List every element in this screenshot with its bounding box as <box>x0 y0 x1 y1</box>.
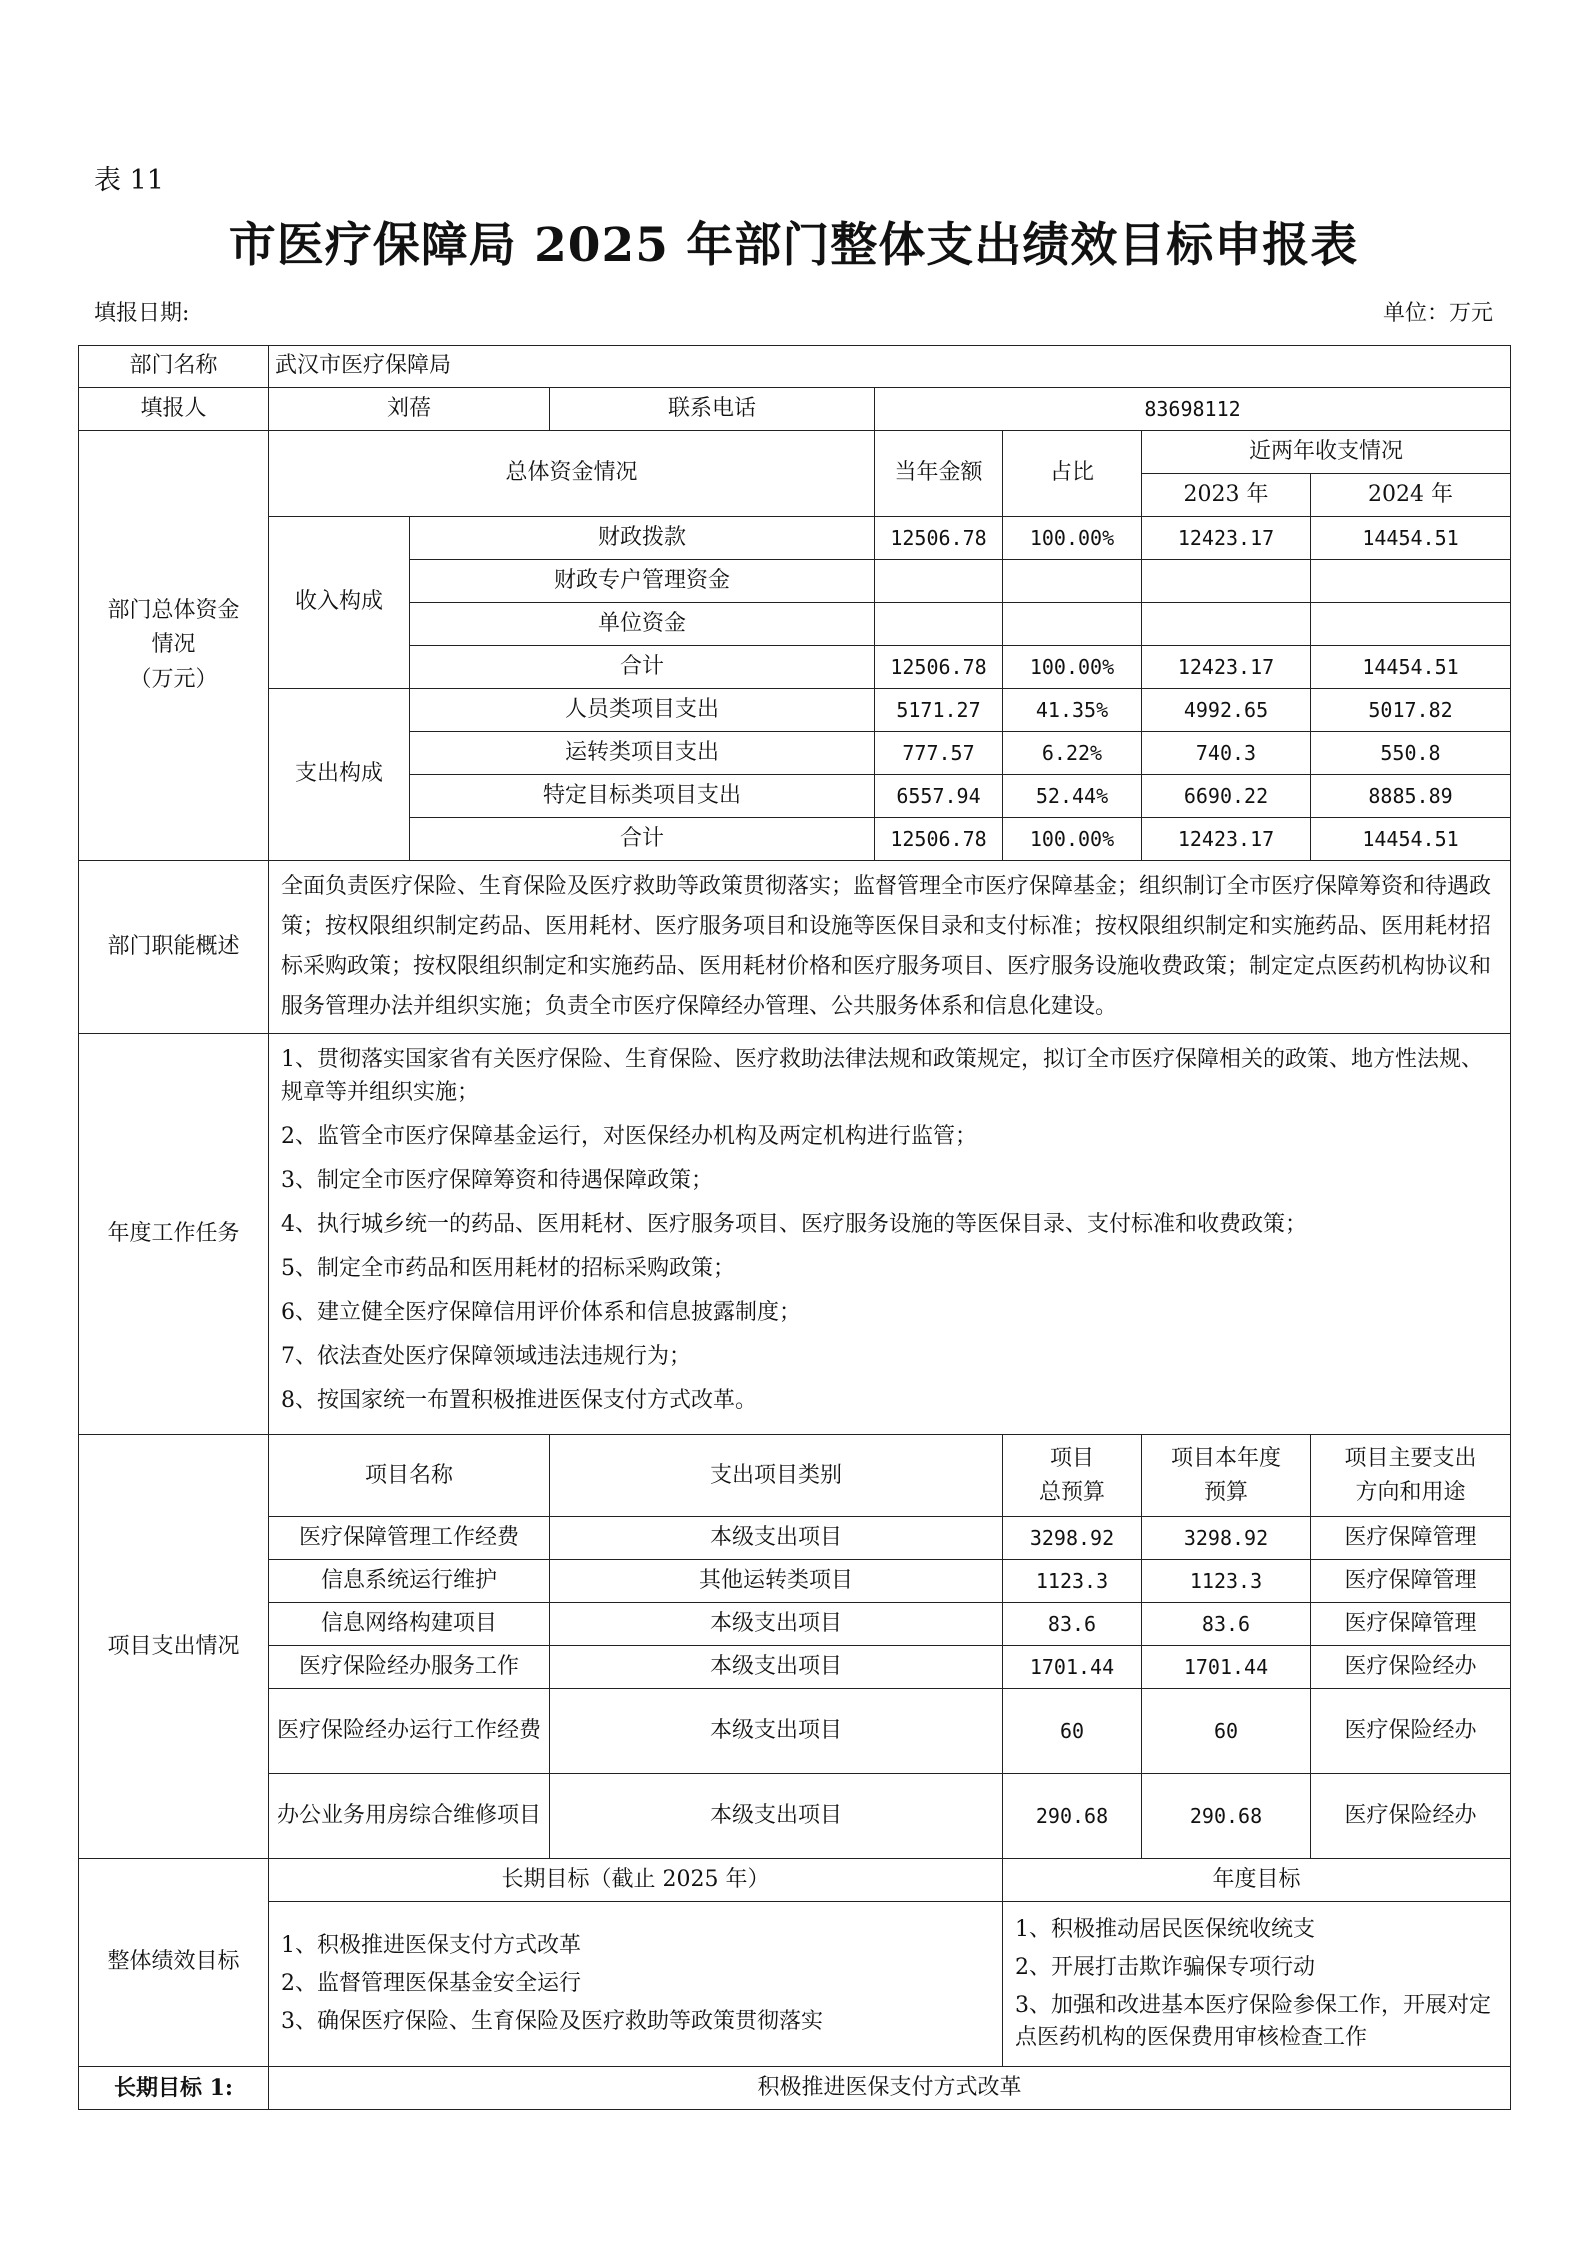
table-row <box>79 517 1511 560</box>
expense-row-2024: 550.8 <box>1311 732 1511 775</box>
project-purpose-header: 项目主要支出 方向和用途 <box>1311 1435 1511 1517</box>
project-purpose: 医疗保障管理 <box>1311 1517 1511 1560</box>
income-row-ratio <box>1003 560 1142 603</box>
year-2023-header: 2023 年 <box>1142 474 1311 517</box>
expense-row-amount: 777.57 <box>875 732 1003 775</box>
expense-row-amount: 5171.27 <box>875 689 1003 732</box>
long-goal-header: 长期目标（截止 2025 年） <box>269 1859 1003 1902</box>
income-row-name: 财政拨款 <box>410 517 875 560</box>
filler-value: 刘蓓 <box>269 388 550 431</box>
dept-name-value: 武汉市医疗保障局 <box>269 346 1511 388</box>
project-total: 3298.92 <box>1003 1517 1142 1560</box>
project-purpose: 医疗保险经办 <box>1311 1689 1511 1774</box>
table-row <box>79 1646 1511 1689</box>
project-category: 本级支出项目 <box>550 1646 1003 1689</box>
project-category: 其他运转类项目 <box>550 1560 1003 1603</box>
list-item: 3、确保医疗保险、生育保险及医疗救助等政策贯彻落实 <box>281 2008 823 2034</box>
income-row-ratio <box>1003 603 1142 646</box>
project-purpose: 医疗保障管理 <box>1311 1560 1511 1603</box>
expense-row-ratio: 52.44% <box>1003 775 1142 818</box>
project-category-header: 支出项目类别 <box>550 1435 1003 1517</box>
list-item: 6、建立健全医疗保障信用评价体系和信息披露制度； <box>281 1300 801 1326</box>
expense-row-ratio: 41.35% <box>1003 689 1142 732</box>
project-annual: 60 <box>1142 1689 1311 1774</box>
table-row <box>79 1517 1511 1560</box>
income-row-2024 <box>1311 560 1511 603</box>
expense-row-2023: 740.3 <box>1142 732 1311 775</box>
list-item: 3、制定全市医疗保障筹资和待遇保障政策； <box>281 1168 713 1194</box>
list-item: 4、执行城乡统一的药品、医用耗材、医疗服务项目、医疗服务设施的等医保目录、支付标准和收费政策； <box>281 1212 1308 1238</box>
filler-label: 填报人 <box>79 388 269 431</box>
income-label: 收入构成 <box>269 517 410 689</box>
project-purpose: 医疗保障管理 <box>1311 1603 1511 1646</box>
income-row-amount <box>875 603 1003 646</box>
list-item: 2、监督管理医保基金安全运行 <box>281 1970 581 1996</box>
goals-label: 整体绩效目标 <box>79 1859 269 2067</box>
income-row-name: 合计 <box>410 646 875 689</box>
income-row-2024 <box>1311 603 1511 646</box>
project-name: 信息网络构建项目 <box>269 1603 550 1646</box>
project-category: 本级支出项目 <box>550 1517 1003 1560</box>
annual-goal-header: 年度目标 <box>1003 1859 1511 1902</box>
phone-label: 联系电话 <box>550 388 875 431</box>
table-row <box>79 1689 1511 1774</box>
expense-row-2023: 12423.17 <box>1142 818 1311 861</box>
table-number: 表 11 <box>94 165 164 196</box>
list-item: 7、依法查处医疗保障领域违法违规行为； <box>281 1344 691 1370</box>
year-2024-header: 2024 年 <box>1311 474 1511 517</box>
list-item: 2、监管全市医疗保障基金运行，对医保经办机构及两定机构进行监管； <box>281 1124 977 1150</box>
expense-row-ratio: 6.22% <box>1003 732 1142 775</box>
project-name: 医疗保险经办服务工作 <box>269 1646 550 1689</box>
income-row-2023: 12423.17 <box>1142 517 1311 560</box>
project-total: 1701.44 <box>1003 1646 1142 1689</box>
project-annual: 1123.3 <box>1142 1560 1311 1603</box>
project-total: 83.6 <box>1003 1603 1142 1646</box>
project-purpose: 医疗保险经办 <box>1311 1774 1511 1859</box>
project-annual: 290.68 <box>1142 1774 1311 1859</box>
project-annual: 83.6 <box>1142 1603 1311 1646</box>
project-name: 信息系统运行维护 <box>269 1560 550 1603</box>
performance-table <box>78 345 1511 2110</box>
funds-section-label: 部门总体资金 情况 （万元） <box>79 431 269 861</box>
project-name: 办公业务用房综合维修项目 <box>269 1774 550 1859</box>
expense-row-ratio: 100.00% <box>1003 818 1142 861</box>
expense-row-2024: 14454.51 <box>1311 818 1511 861</box>
expense-row-2023: 6690.22 <box>1142 775 1311 818</box>
income-row-2024: 14454.51 <box>1311 646 1511 689</box>
table-row <box>79 1603 1511 1646</box>
tasks-label: 年度工作任务 <box>79 1034 269 1435</box>
long-goal-1-label: 长期目标 1: <box>79 2066 269 2109</box>
project-annual: 1701.44 <box>1142 1646 1311 1689</box>
income-row-ratio: 100.00% <box>1003 517 1142 560</box>
tasks-list <box>269 1034 1511 1435</box>
projects-label: 项目支出情况 <box>79 1435 269 1859</box>
project-name: 医疗保障管理工作经费 <box>269 1517 550 1560</box>
income-row-2024: 14454.51 <box>1311 517 1511 560</box>
project-name: 医疗保险经办运行工作经费 <box>269 1689 550 1774</box>
ratio-header: 占比 <box>1003 431 1142 517</box>
list-item: 8、按国家统一布置积极推进医保支付方式改革。 <box>281 1388 757 1414</box>
project-annual: 3298.92 <box>1142 1517 1311 1560</box>
list-item: 1、积极推动居民医保统收统支 <box>1015 1917 1315 1943</box>
annual-goal-list <box>1003 1902 1511 2067</box>
unit-label: 单位：万元 <box>1382 301 1493 326</box>
expense-row-2024: 8885.89 <box>1311 775 1511 818</box>
income-row-2023 <box>1142 603 1311 646</box>
expense-label: 支出构成 <box>269 689 410 861</box>
income-row-amount: 12506.78 <box>875 646 1003 689</box>
project-total: 290.68 <box>1003 1774 1142 1859</box>
project-category: 本级支出项目 <box>550 1774 1003 1859</box>
expense-row-amount: 12506.78 <box>875 818 1003 861</box>
project-purpose: 医疗保险经办 <box>1311 1646 1511 1689</box>
expense-row-name: 特定目标类项目支出 <box>410 775 875 818</box>
income-row-name: 财政专户管理资金 <box>410 560 875 603</box>
list-item: 5、制定全市药品和医用耗材的招标采购政策； <box>281 1256 735 1282</box>
expense-row-2024: 5017.82 <box>1311 689 1511 732</box>
expense-row-name: 人员类项目支出 <box>410 689 875 732</box>
project-annual-header: 项目本年度 预算 <box>1142 1435 1311 1517</box>
income-row-name: 单位资金 <box>410 603 875 646</box>
income-row-2023 <box>1142 560 1311 603</box>
project-total: 1123.3 <box>1003 1560 1142 1603</box>
expense-row-name: 运转类项目支出 <box>410 732 875 775</box>
table-row <box>79 1560 1511 1603</box>
income-row-amount <box>875 560 1003 603</box>
project-category: 本级支出项目 <box>550 1603 1003 1646</box>
phone-value: 83698112 <box>875 388 1511 431</box>
list-item: 1、积极推进医保支付方式改革 <box>281 1933 581 1959</box>
amount-header: 当年金额 <box>875 431 1003 517</box>
page-title: 市医疗保障局 2025 年部门整体支出绩效目标申报表 <box>228 218 1359 273</box>
income-row-ratio: 100.00% <box>1003 646 1142 689</box>
long-goal-1-value: 积极推进医保支付方式改革 <box>269 2066 1511 2109</box>
table-row <box>79 689 1511 732</box>
project-category: 本级支出项目 <box>550 1689 1003 1774</box>
table-row <box>79 1774 1511 1859</box>
list-item: 1、贯彻落实国家省有关医疗保险、生育保险、医疗救助法律法规和政策规定，拟订全市医疗保障相关的政策、地方性法规、规章等并组织实施； <box>281 1047 1484 1106</box>
project-name-header: 项目名称 <box>269 1435 550 1517</box>
expense-row-amount: 6557.94 <box>875 775 1003 818</box>
list-item: 3、加强和改进基本医疗保险参保工作，开展对定点医药机构的医保费用审核检查工作 <box>1015 1992 1491 2050</box>
overall-funds-header: 总体资金情况 <box>269 431 875 517</box>
expense-row-name: 合计 <box>410 818 875 861</box>
income-row-2023: 12423.17 <box>1142 646 1311 689</box>
fill-date-label: 填报日期: <box>94 301 190 326</box>
income-row-amount: 12506.78 <box>875 517 1003 560</box>
recent-years-header: 近两年收支情况 <box>1142 431 1511 474</box>
functions-text: 全面负责医疗保险、生育保险及医疗救助等政策贯彻落实；监督管理全市医疗保障基金；组织制订全市医疗保障筹资和待遇政策；按权限组织制定药品、医用耗材、医疗服务项目和设施等医保目录和支付标准；按权限组织制定和实施药品、医用耗材招标采购政策；按权限组织制定和实施药品、医用耗材价格和医疗服务项目、医疗服务设施收费政策；制定定点医药机构协议和服务管理办法并组织实施；负责全市医疗保障经办管理、公共服务体系和信息化建设。 <box>269 861 1511 1034</box>
functions-label: 部门职能概述 <box>79 861 269 1034</box>
project-total-header: 项目 总预算 <box>1003 1435 1142 1517</box>
project-total: 60 <box>1003 1689 1142 1774</box>
list-item: 2、开展打击欺诈骗保专项行动 <box>1015 1955 1315 1981</box>
long-goal-list <box>269 1902 1003 2067</box>
dept-name-label: 部门名称 <box>79 346 269 388</box>
expense-row-2023: 4992.65 <box>1142 689 1311 732</box>
